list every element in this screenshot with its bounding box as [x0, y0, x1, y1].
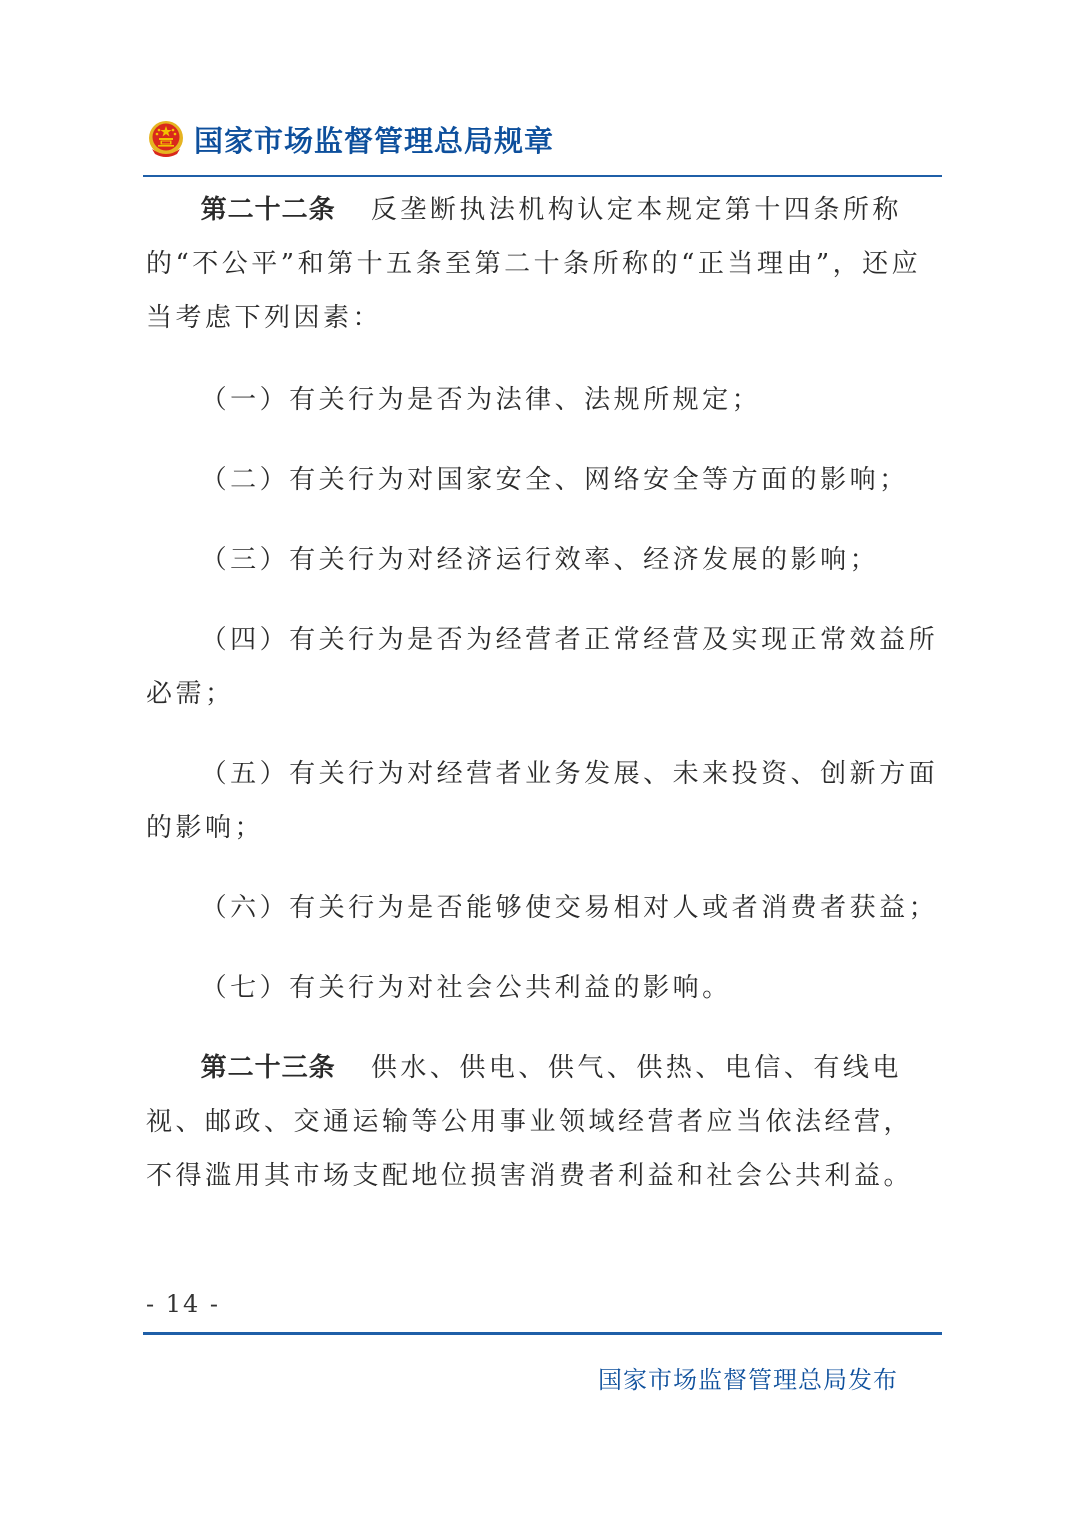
footer-publisher: 国家市场监督管理总局发布 [598, 1366, 898, 1394]
document-body [146, 183, 942, 1203]
article-22-text: 反垄断执法机构认定本规定第十四条所称的“不公平”和第十五条至第二十条所称的“正当理由”，还应当考虑下列因素： [146, 195, 922, 333]
page-number: - 14 - [146, 1290, 221, 1318]
article-22-item-3: （三）有关行为对经济运行效率、经济发展的影响； [200, 545, 880, 575]
article-22-item-5: （五）有关行为对经营者业务发展、未来投资、创新方面的影响； [146, 759, 939, 843]
article-22-item-6: （六）有关行为是否能够使交易相对人或者消费者获益； [200, 893, 939, 923]
article-22-intro [146, 183, 942, 345]
article-22-label: 第二十二条 [200, 195, 336, 225]
article-22-item-7: （七）有关行为对社会公共利益的影响。 [200, 973, 732, 1003]
article-22-item-2: （二）有关行为对国家安全、网络安全等方面的影响； [200, 465, 909, 495]
article-23-text: 供水、供电、供气、供热、电信、有线电视、邮政、交通运输等公用事业领域经营者应当依法经营，不得滥用其市场支配地位损害消费者利益和社会公共利益。 [146, 1053, 914, 1191]
article-22-item-1: （一）有关行为是否为法律、法规所规定； [200, 385, 762, 415]
article-23-label: 第二十三条 [200, 1053, 336, 1083]
national-emblem-icon [146, 119, 186, 159]
header-divider [143, 175, 942, 177]
article-22-item-4: （四）有关行为是否为经营者正常经营及实现正常效益所必需； [146, 625, 939, 709]
footer-divider [143, 1332, 942, 1335]
header-title: 国家市场监督管理总局规章 [194, 123, 555, 158]
article-23 [146, 1041, 942, 1203]
page-header [146, 115, 554, 163]
